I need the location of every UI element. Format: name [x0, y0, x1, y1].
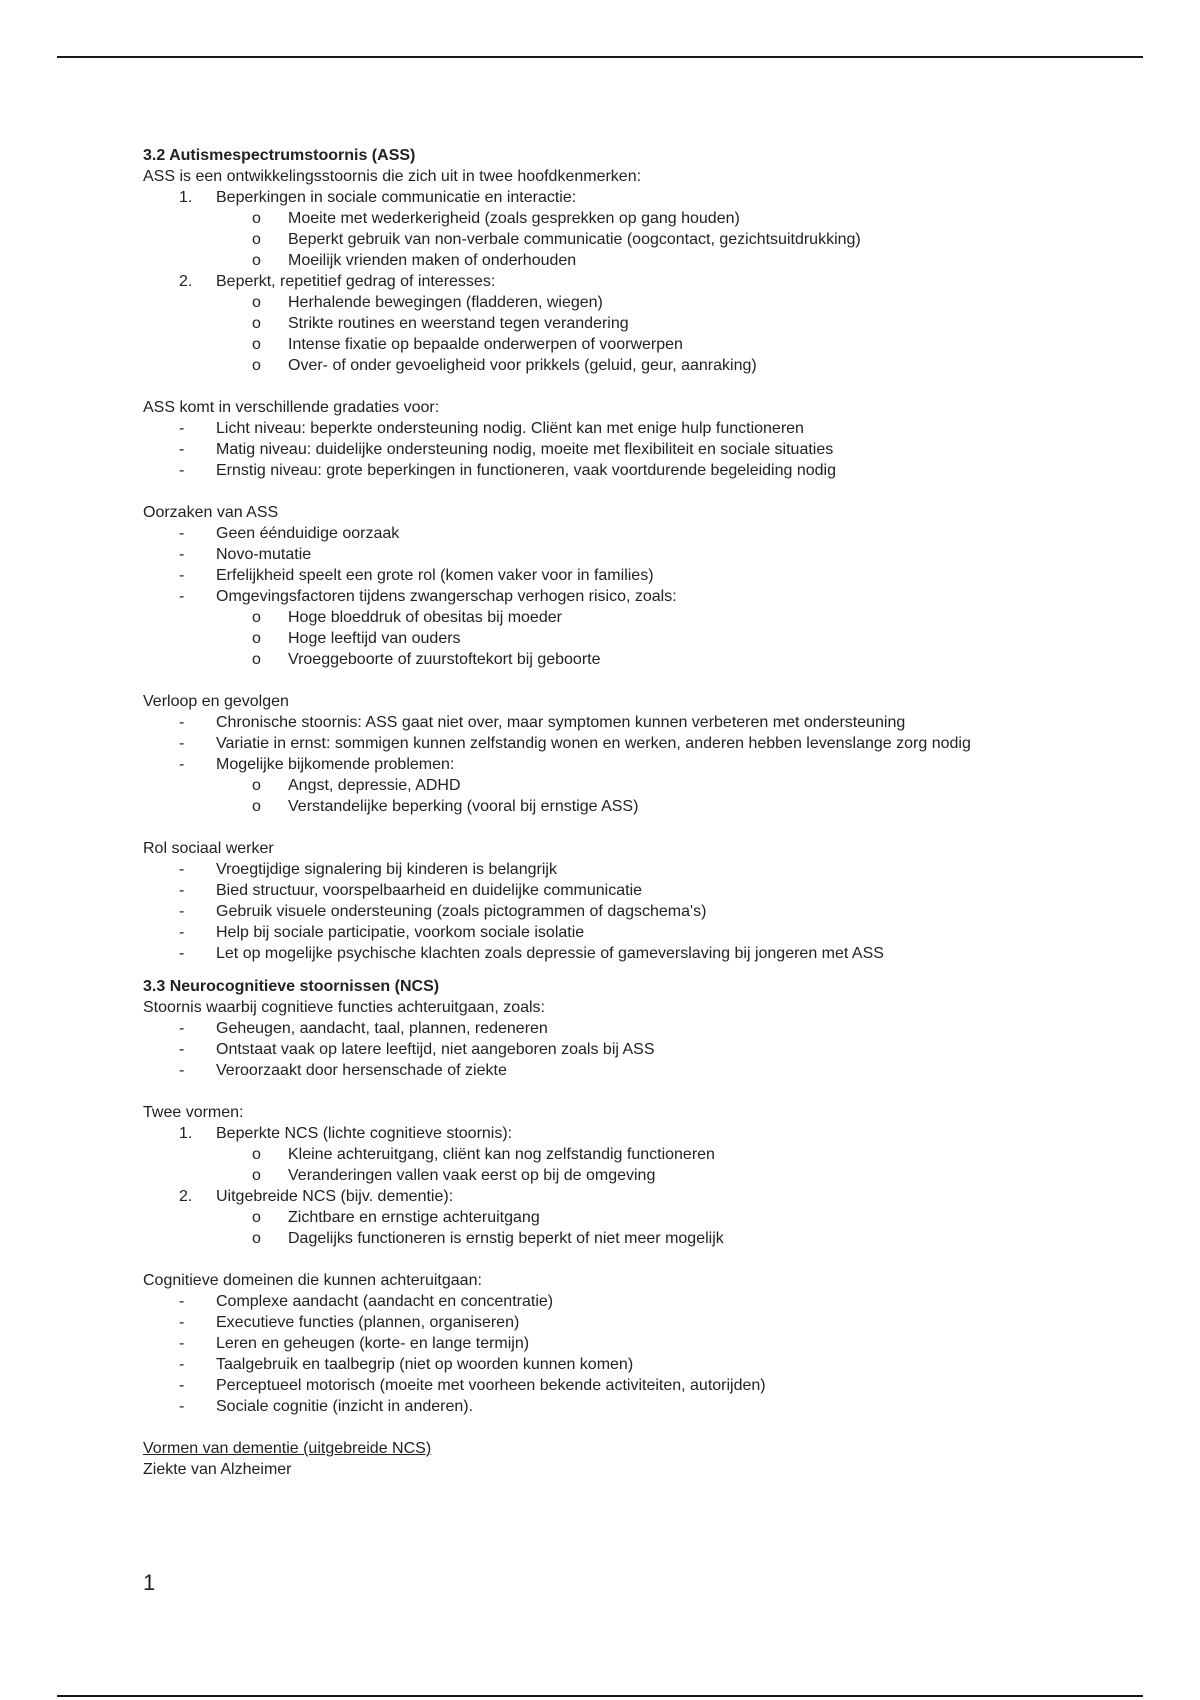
sub-list-item: o Angst, depressie, ADHD [252, 777, 461, 794]
dementie-title: Vormen van dementie (uitgebreide NCS) [143, 1440, 432, 1457]
section-heading-ncs: 3.3 Neurocognitieve stoornissen (NCS) [143, 978, 440, 995]
sub-list-item: o Beperkt gebruik van non-verbale communicatie (oogcontact, gezichtsuitdrukking) [252, 231, 861, 248]
list-item: 2. Uitgebreide NCS (bijv. dementie): [179, 1188, 454, 1205]
rol-title: Rol sociaal werker [143, 840, 274, 857]
sub-list-item: o Strikte routines en weerstand tegen verandering [252, 315, 629, 332]
list-item: - Sociale cognitie (inzicht in anderen). [179, 1398, 474, 1415]
sub-list-item: o Dagelijks functioneren is ernstig beperkt of niet meer mogelijk [252, 1230, 724, 1247]
sub-list-item: o Veranderingen vallen vaak eerst op bij de omgeving [252, 1167, 656, 1184]
list-item: - Geen éénduidige oorzaak [179, 525, 400, 542]
domeinen-title: Cognitieve domeinen die kunnen achteruitgaan: [143, 1272, 482, 1289]
list-item: - Erfelijkheid speelt een grote rol (komen vaker voor in families) [179, 567, 654, 584]
list-item: - Novo-mutatie [179, 546, 312, 563]
list-item: - Veroorzaakt door hersenschade of ziekte [179, 1062, 507, 1079]
list-item: - Chronische stoornis: ASS gaat niet over, maar symptomen kunnen verbeteren met ondersteuning [179, 714, 906, 731]
list-item: - Taalgebruik en taalbegrip (niet op woorden kunnen komen) [179, 1356, 634, 1373]
verloop-title: Verloop en gevolgen [143, 693, 289, 710]
sub-list-item: o Verstandelijke beperking (vooral bij ernstige ASS) [252, 798, 639, 815]
list-item: - Licht niveau: beperkte ondersteuning nodig. Cliënt kan met enige hulp functioneren [179, 420, 804, 437]
list-item: 1. Beperkingen in sociale communicatie en interactie: [179, 189, 577, 206]
list-item: - Geheugen, aandacht, taal, plannen, redeneren [179, 1020, 548, 1037]
list-item: - Perceptueel motorisch (moeite met voorheen bekende activiteiten, autorijden) [179, 1377, 766, 1394]
ncs-intro: Stoornis waarbij cognitieve functies achteruitgaan, zoals: [143, 999, 545, 1016]
list-item: - Gebruik visuele ondersteuning (zoals pictogrammen of dagschema's) [179, 903, 707, 920]
sub-list-item: o Zichtbare en ernstige achteruitgang [252, 1209, 540, 1226]
list-item: - Ernstig niveau: grote beperkingen in functioneren, vaak voortdurende begeleiding nodig [179, 462, 836, 479]
list-item: - Let op mogelijke psychische klachten zoals depressie of gameverslaving bij jongeren met ASS [179, 945, 884, 962]
sub-list-item: o Hoge bloeddruk of obesitas bij moeder [252, 609, 562, 626]
sub-list-item: o Moeilijk vrienden maken of onderhouden [252, 252, 577, 269]
list-item: - Variatie in ernst: sommigen kunnen zelfstandig wonen en werken, anderen hebben levenslange zorg nodig [179, 735, 971, 752]
sub-list-item: o Kleine achteruitgang, cliënt kan nog zelfstandig functioneren [252, 1146, 715, 1163]
list-item: - Leren en geheugen (korte- en lange termijn) [179, 1335, 530, 1352]
page-number: 1 [143, 1570, 156, 1595]
sub-list-item: o Herhalende bewegingen (fladderen, wiegen) [252, 294, 603, 311]
sub-list-item: o Over- of onder gevoeligheid voor prikkels (geluid, geur, aanraking) [252, 357, 757, 374]
list-item: - Help bij sociale participatie, voorkom sociale isolatie [179, 924, 585, 941]
gradaties-title: ASS komt in verschillende gradaties voor: [143, 399, 440, 416]
list-item: - Executieve functies (plannen, organiseren) [179, 1314, 520, 1331]
list-item: 2. Beperkt, repetitief gedrag of interesses: [179, 273, 496, 290]
footer-rule [57, 1695, 1143, 1697]
list-item: - Vroegtijdige signalering bij kinderen is belangrijk [179, 861, 557, 878]
section-heading-ass: 3.2 Autismespectrumstoornis (ASS) [143, 147, 416, 164]
ass-intro: ASS is een ontwikkelingsstoornis die zich uit in twee hoofdkenmerken: [143, 168, 642, 185]
sub-list-item: o Hoge leeftijd van ouders [252, 630, 461, 647]
list-item: - Ontstaat vaak op latere leeftijd, niet aangeboren zoals bij ASS [179, 1041, 655, 1058]
list-item: 1. Beperkte NCS (lichte cognitieve stoornis): [179, 1125, 513, 1142]
oorzaken-title: Oorzaken van ASS [143, 504, 279, 521]
list-item: - Omgevingsfactoren tijdens zwangerschap verhogen risico, zoals: [179, 588, 677, 605]
list-item: - Complexe aandacht (aandacht en concentratie) [179, 1293, 554, 1310]
header-rule [57, 56, 1143, 58]
list-item: - Bied structuur, voorspelbaarheid en duidelijke communicatie [179, 882, 643, 899]
alzheimer-label: Ziekte van Alzheimer [143, 1461, 292, 1478]
document-body [143, 145, 1043, 1480]
list-item: - Matig niveau: duidelijke ondersteuning nodig, moeite met flexibiliteit en sociale situaties [179, 441, 834, 458]
vormen-title: Twee vormen: [143, 1104, 244, 1121]
sub-list-item: o Moeite met wederkerigheid (zoals gesprekken op gang houden) [252, 210, 740, 227]
sub-list-item: o Intense fixatie op bepaalde onderwerpen of voorwerpen [252, 336, 683, 353]
sub-list-item: o Vroeggeboorte of zuurstoftekort bij geboorte [252, 651, 601, 668]
list-item: - Mogelijke bijkomende problemen: [179, 756, 455, 773]
